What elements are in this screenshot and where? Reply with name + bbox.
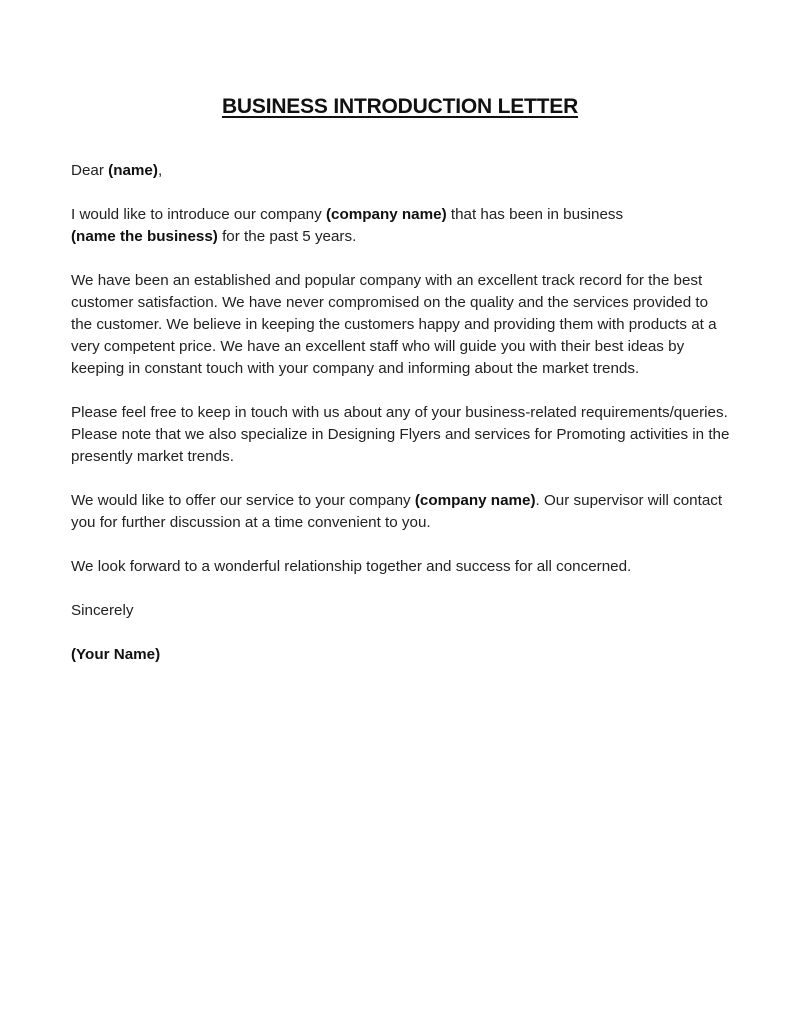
intro-text-2: that has been in business	[446, 206, 624, 223]
business-name-placeholder: (name the business)	[71, 228, 218, 245]
signature-name-placeholder	[71, 644, 731, 666]
company-name-placeholder: (company name)	[325, 206, 447, 223]
greeting-prefix: Dear	[71, 162, 109, 179]
closing-paragraph: We look forward to a wonderful relationship together and success for all concerned.	[71, 558, 632, 575]
letter-body	[71, 160, 731, 688]
company-description-paragraph: We have been an established and popular company with an excellent track record for the best customer satisfaction. We have never compromised on the quality and the services provided to the customer. We believe in keeping the customers happy and providing them with products at a very competent price. We have an excellent staff who will guide you with their best ideas by keeping in constant touch with your company and informing about the market trends.	[71, 272, 717, 377]
offer-company-name-placeholder: (company name)	[414, 492, 536, 509]
sign-off: Sincerely	[71, 602, 134, 619]
letter-title: BUSINESS INTRODUCTION LETTER	[221, 95, 579, 118]
intro-paragraph	[71, 204, 731, 248]
offer-text-1: We would like to offer our service to your company	[71, 492, 415, 509]
recipient-name-placeholder: (name)	[108, 162, 158, 179]
contact-paragraph: Please feel free to keep in touch with us about any of your business-related requirements/queries. Please note that we also specialize in Designing Flyers and services for Promoting activities in the presently market trends.	[71, 404, 730, 465]
your-name-placeholder: (Your Name)	[71, 646, 161, 663]
intro-text-3: for the past 5 years.	[217, 228, 357, 245]
offer-text-2: . Our supervisor will contact you for further discussion at a time convenient to you.	[71, 492, 723, 531]
greeting	[71, 160, 731, 182]
offer-paragraph	[71, 490, 731, 534]
intro-text-1: I would like to introduce our company	[71, 206, 326, 223]
greeting-suffix: ,	[157, 162, 163, 179]
